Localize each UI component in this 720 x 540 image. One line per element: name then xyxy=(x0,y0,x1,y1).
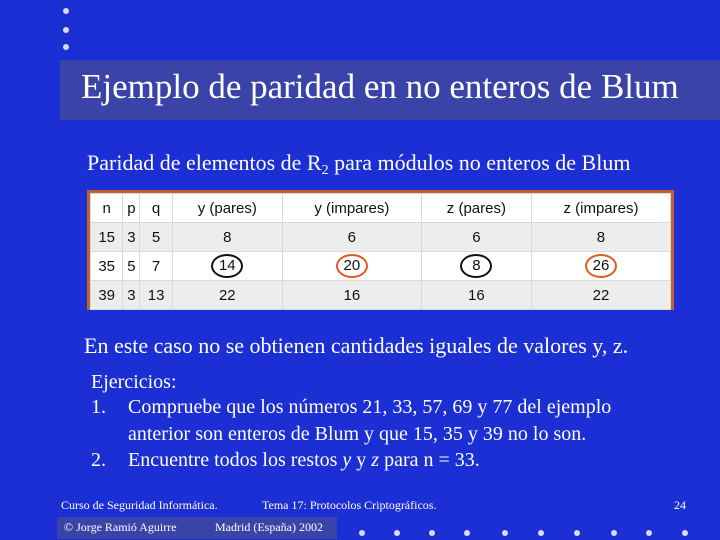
cell: 16 xyxy=(421,281,531,310)
header-p: p xyxy=(123,194,140,223)
cell: 5 xyxy=(140,223,172,252)
exercise-1-number: 1. xyxy=(91,396,106,418)
table-row xyxy=(91,252,671,281)
cell: 35 xyxy=(91,252,123,281)
cell: 6 xyxy=(421,223,531,252)
cell: 39 xyxy=(91,281,123,310)
cell: 22 xyxy=(531,281,670,310)
exercise-2-pre: Encuentre todos los restos xyxy=(128,449,343,471)
table-header-row xyxy=(91,194,671,223)
cell: 13 xyxy=(140,281,172,310)
dot xyxy=(429,530,435,536)
note-text: En este caso no se obtienen cantidades iguales de valores y, z. xyxy=(84,333,629,358)
parity-table xyxy=(90,193,671,310)
cell: 8 xyxy=(172,223,282,252)
cell: 15 xyxy=(91,223,123,252)
parity-table-frame xyxy=(87,190,674,310)
subtitle-text-pre: Paridad de elementos de R xyxy=(87,150,322,175)
cell-circled xyxy=(421,252,531,281)
circled-value-orange: 20 xyxy=(336,254,368,278)
header-n: n xyxy=(91,194,123,223)
exercises-heading: Ejercicios: xyxy=(91,371,177,393)
circled-value-black: 14 xyxy=(211,254,243,278)
cell: 8 xyxy=(531,223,670,252)
circled-value-orange: 26 xyxy=(585,254,617,278)
dot xyxy=(538,530,544,536)
dot xyxy=(502,530,508,536)
exercise-1-line-2: anterior son enteros de Blum y que 15, 35 y 39 no lo son. xyxy=(128,423,587,445)
dot xyxy=(574,530,580,536)
cell: 6 xyxy=(282,223,421,252)
circled-value-black: 8 xyxy=(460,254,492,278)
dot xyxy=(682,530,688,536)
slide-title: Ejemplo de paridad en no enteros de Blum xyxy=(81,67,679,106)
slide-subtitle xyxy=(87,150,630,179)
subtitle-subscript: 2 xyxy=(321,163,329,178)
cell: 7 xyxy=(140,252,172,281)
exercise-2-text xyxy=(128,449,480,472)
subtitle-text-post: para módulos no enteros de Blum xyxy=(328,150,631,175)
cell: 5 xyxy=(123,252,140,281)
cell-circled xyxy=(531,252,670,281)
exercise-2-var-z: z xyxy=(371,449,380,471)
footer-place: Madrid (España) 2002 xyxy=(215,520,323,534)
exercise-2-var-y: y xyxy=(342,449,352,471)
exercise-2-post: para n = 33. xyxy=(379,449,480,471)
footer-author: © Jorge Ramió Aguirre xyxy=(64,520,177,534)
dot xyxy=(359,530,365,536)
page-number: 24 xyxy=(674,498,686,512)
dot xyxy=(611,530,617,536)
exercise-2-number: 2. xyxy=(91,449,106,471)
exercise-2-mid: y xyxy=(351,449,372,471)
exercise-1-line-1: Compruebe que los números 21, 33, 57, 69 y 77 del ejemplo xyxy=(128,396,612,418)
header-z-pares: z (pares) xyxy=(421,194,531,223)
header-z-impares: z (impares) xyxy=(531,194,670,223)
table-row xyxy=(91,223,671,252)
footer-course: Curso de Seguridad Informática. xyxy=(61,498,218,512)
cell: 22 xyxy=(172,281,282,310)
cell-circled xyxy=(282,252,421,281)
dot xyxy=(394,530,400,536)
dot xyxy=(63,8,69,14)
dot xyxy=(464,530,470,536)
dot xyxy=(63,27,69,33)
cell: 16 xyxy=(282,281,421,310)
dot xyxy=(63,44,69,50)
header-y-impares: y (impares) xyxy=(282,194,421,223)
cell: 3 xyxy=(123,223,140,252)
footer-topic: Tema 17: Protocolos Criptográficos. xyxy=(262,498,437,512)
cell-circled xyxy=(172,252,282,281)
header-q: q xyxy=(140,194,172,223)
header-y-pares: y (pares) xyxy=(172,194,282,223)
dot xyxy=(646,530,652,536)
table-row xyxy=(91,281,671,310)
cell: 3 xyxy=(123,281,140,310)
